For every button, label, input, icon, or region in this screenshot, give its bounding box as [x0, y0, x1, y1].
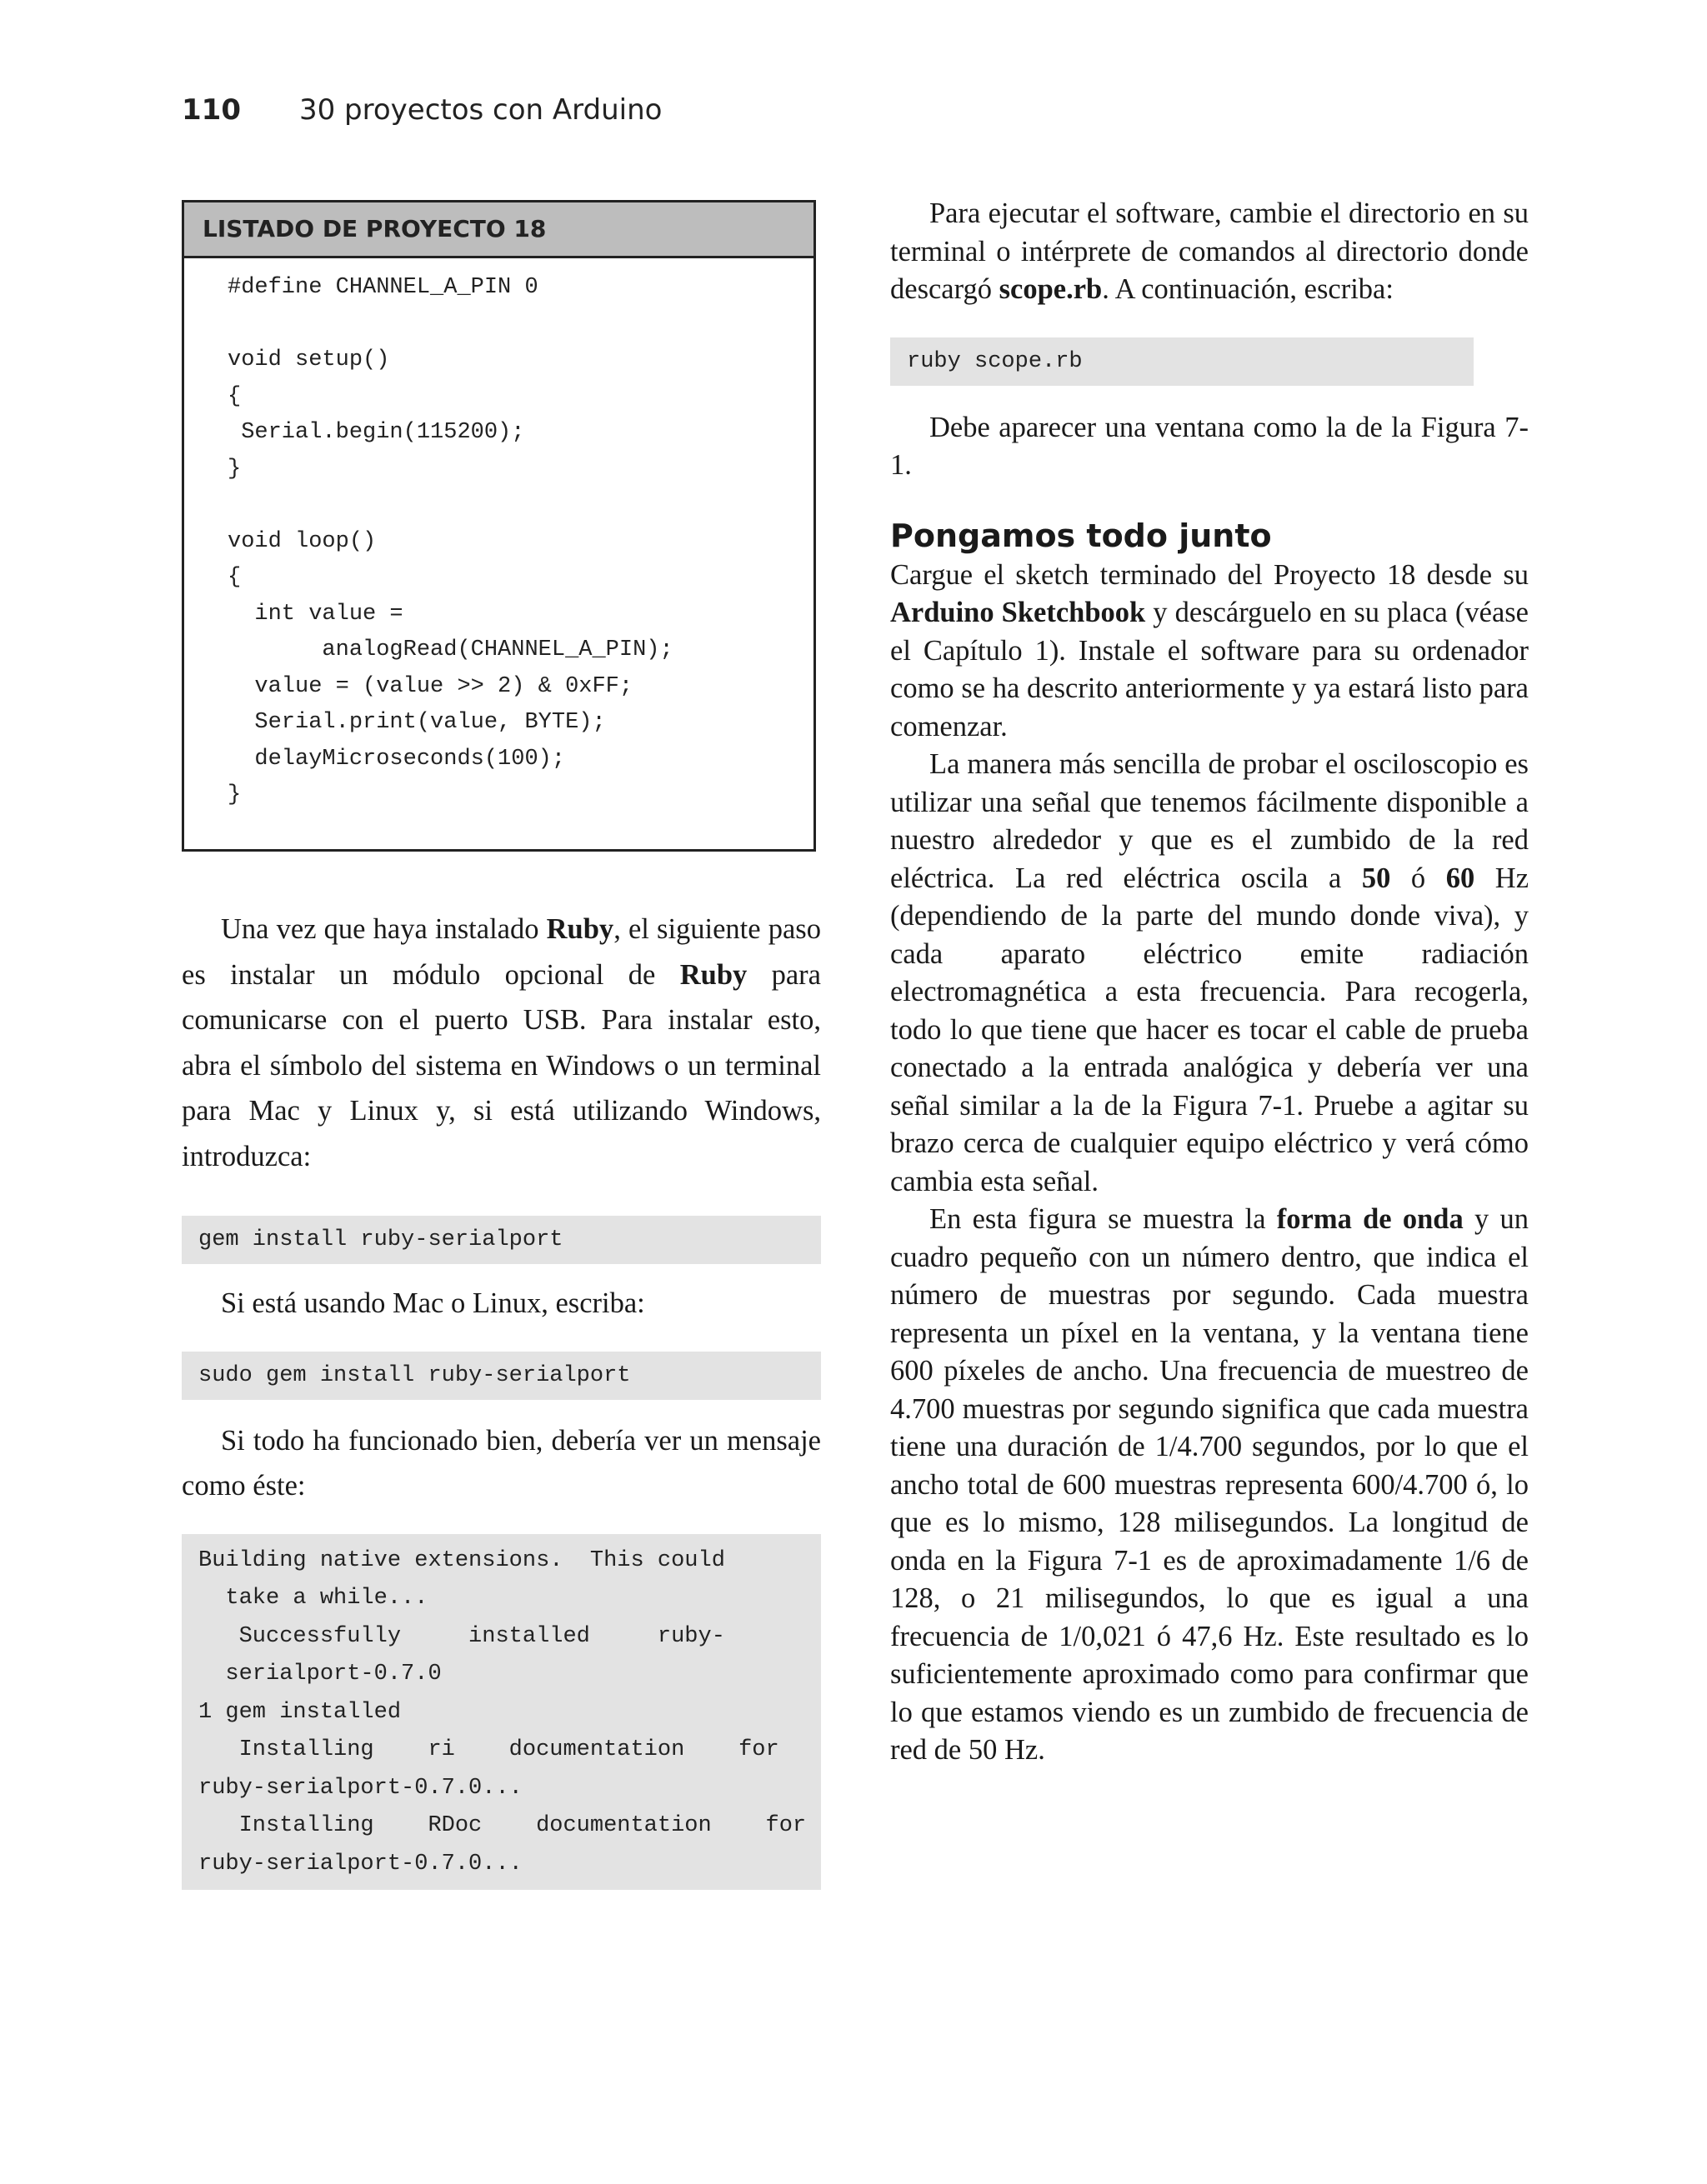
- paragraph-load-sketch: Cargue el sketch terminado del Proyecto 18 desde su Arduino Sketchbook y descárguelo en su placa (véase el Capítulo 1). Instale el software para su ordenador como se ha descrito anteriormente y ya estará listo para comenzar.: [890, 558, 1529, 742]
- paragraph-mac-linux: Si está usando Mac o Linux, escriba:: [221, 1287, 645, 1319]
- section-heading: Pongamos todo junto: [890, 517, 1272, 554]
- paragraph-test-oscilloscope: La manera más sencilla de probar el osciloscopio es utilizar una señal que tenemos fácilmente disponible a nuestro alrededor y que es el zumbido de la red eléctrica. La red eléctrica oscila a 50 ó 60 Hz (dependiendo de la parte del mundo donde viva), y cada aparato eléctrico emite radiación electromagnética a esta frecuencia. Para recogerla, todo lo que tiene que hacer es tocar el cable de prueba conectado a la entrada analógica y debería ver una señal similar a la de la Figura 7-1. Pruebe a agitar su brazo cerca de cualquier equipo eléctrico y verá cómo cambia esta señal.: [890, 748, 1529, 1197]
- paragraph-window-appears: Debe aparecer una ventana como la de la Figura 7-1.: [890, 411, 1529, 481]
- paragraph-run-software: Para ejecutar el software, cambie el directorio en su terminal o intérprete de comandos al directorio donde descargó scope.rb. A continuación, escriba:: [890, 197, 1529, 305]
- listing-title: LISTADO DE PROYECTO 18: [184, 202, 813, 258]
- listing-code: #define CHANNEL_A_PIN 0 void setup() { Serial.begin(115200); } void loop() { int value = analogRead(CHANNEL_A_PIN); value = (value >> 2) & 0xFF; Serial.print(value, BYTE); delayMicroseconds(100); }: [228, 275, 673, 807]
- command-gem-install: gem install ruby-serialport: [182, 1216, 821, 1264]
- bold-scope-rb: scope.rb: [999, 273, 1103, 305]
- bold-60: 60: [1445, 862, 1475, 894]
- bold-ruby: Ruby: [679, 958, 748, 991]
- bold-forma-de-onda: forma de onda: [1276, 1203, 1464, 1235]
- command-sudo-gem-install: sudo gem install ruby-serialport: [182, 1352, 821, 1400]
- bold-arduino-sketchbook: Arduino Sketchbook: [890, 597, 1146, 628]
- paragraph-success-message: Si todo ha funcionado bien, debería ver un mensaje como éste:: [182, 1424, 821, 1502]
- page-number: 110: [182, 93, 241, 127]
- command-ruby-scope: ruby scope.rb: [890, 337, 1474, 386]
- book-title: 30 proyectos con Arduino: [298, 93, 663, 127]
- bold-50: 50: [1361, 862, 1391, 894]
- code-listing: [182, 200, 816, 852]
- right-column: [890, 195, 1529, 1770]
- paragraph-install-ruby: Una vez que haya instalado Ruby, el siguiente paso es instalar un módulo opcional de Ruby para comunicarse con el puerto USB. Para instalar esto, abra el símbolo del sistema en Windows o un terminal para Mac y Linux y, si está utilizando Windows, introduzca:: [182, 913, 821, 1172]
- install-output: Building native extensions. This could take a while... Successfully installed ruby- serialport-0.7.0 1 gem installed Installing ri documentation for ruby-serialport-0.7.0... Installing RDoc documentation for ruby-serialport-0.7.0...: [182, 1534, 821, 1891]
- paragraph-waveform-explanation: En esta figura se muestra la forma de onda y un cuadro pequeño con un número dentro, que indica el número de muestras por segundo. Cada muestra representa un píxel en la ventana, y la ventana tiene 600 píxeles de ancho. Una frecuencia de muestreo de 4.700 muestras por segundo significa que cada muestra tiene una duración de 1/4.700 segundos, por lo que el ancho total de 600 muestras representa 600/4.700 ó, lo que es lo mismo, 128 milisegundos. La longitud de onda en la Figura 7-1 es de aproximadamente 1/6 de 128, o 21 milisegundos, lo que es igual a una frecuencia de 1/0,021 ó 47,6 Hz. Este resultado es lo suficientemente aproximado como para confirmar que lo que estamos viendo es un zumbido de frecuencia de red de 50 Hz.: [890, 1203, 1529, 1766]
- left-column: [182, 200, 821, 1890]
- bold-ruby: Ruby: [546, 913, 614, 945]
- page-header: [182, 93, 662, 127]
